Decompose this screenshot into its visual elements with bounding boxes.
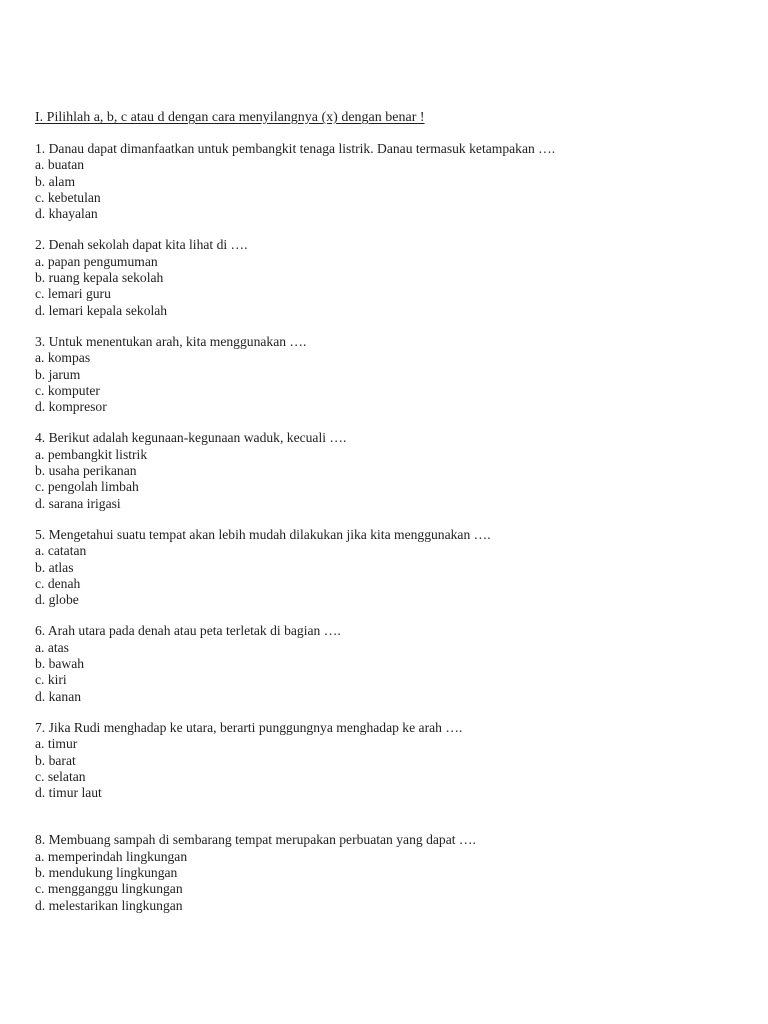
question-2 (35, 237, 735, 318)
option-d: d. kanan (35, 688, 82, 704)
option-list (35, 543, 735, 608)
option-c: c. mengganggu lingkungan (35, 881, 183, 897)
question-text: 5. Mengetahui suatu tempat akan lebih mudah dilakukan jika kita menggunakan …. (35, 526, 491, 542)
option-a: a. buatan (35, 157, 85, 173)
option-d: d. khayalan (35, 206, 98, 222)
option-d: d. timur laut (35, 785, 102, 801)
option-list (35, 157, 735, 222)
option-b: b. mendukung lingkungan (35, 864, 178, 880)
question-text: 2. Denah sekolah dapat kita lihat di …. (35, 237, 248, 253)
option-a: a. kompas (35, 350, 91, 366)
question-text: 7. Jika Rudi menghadap ke utara, berarti punggungnya menghadap ke arah …. (35, 719, 463, 735)
option-b: b. usaha perikanan (35, 463, 137, 479)
question-5 (35, 527, 735, 608)
option-b: b. alam (35, 173, 76, 189)
option-c: c. denah (35, 575, 81, 591)
option-c: c. kebetulan (35, 189, 101, 205)
option-list (35, 254, 735, 319)
option-d: d. lemari kepala sekolah (35, 302, 168, 318)
option-list (35, 640, 735, 705)
question-3 (35, 334, 735, 415)
option-b: b. jarum (35, 366, 81, 382)
option-c: c. komputer (35, 382, 100, 398)
question-4 (35, 430, 735, 511)
question-7 (35, 720, 735, 801)
option-b: b. bawah (35, 656, 85, 672)
option-a: a. catatan (35, 543, 87, 559)
option-a: a. timur (35, 736, 78, 752)
question-6 (35, 623, 735, 704)
option-a: a. papan pengumuman (35, 253, 158, 269)
option-c: c. pengolah limbah (35, 479, 139, 495)
option-a: a. atas (35, 639, 69, 655)
option-list (35, 849, 735, 914)
option-d: d. kompresor (35, 399, 107, 415)
option-b: b. ruang kepala sekolah (35, 270, 164, 286)
option-c: c. kiri (35, 672, 67, 688)
option-list (35, 736, 735, 801)
option-a: a. pembangkit listrik (35, 446, 148, 462)
option-d: d. melestarikan lingkungan (35, 897, 183, 913)
option-d: d. sarana irigasi (35, 495, 121, 511)
question-text: 6. Arah utara pada denah atau peta terletak di bagian …. (35, 623, 341, 639)
question-text: 3. Untuk menentukan arah, kita menggunakan …. (35, 333, 307, 349)
option-list (35, 447, 735, 512)
option-c: c. lemari guru (35, 286, 111, 302)
option-b: b. atlas (35, 559, 74, 575)
document-page (35, 109, 735, 929)
option-a: a. memperindah lingkungan (35, 848, 188, 864)
option-c: c. selatan (35, 768, 86, 784)
option-d: d. globe (35, 592, 79, 608)
question-1 (35, 141, 735, 222)
question-text: 4. Berikut adalah kegunaan-kegunaan waduk, kecuali …. (35, 430, 347, 446)
instruction-heading: I. Pilihlah a, b, c atau d dengan cara menyilangnya (x) dengan benar ! (35, 110, 425, 125)
question-8 (35, 832, 735, 913)
option-b: b. barat (35, 752, 76, 768)
option-list (35, 350, 735, 415)
question-text: 8. Membuang sampah di sembarang tempat merupakan perbuatan yang dapat …. (35, 832, 476, 848)
question-text: 1. Danau dapat dimanfaatkan untuk pembangkit tenaga listrik. Danau termasuk ketampakan …. (35, 141, 556, 156)
